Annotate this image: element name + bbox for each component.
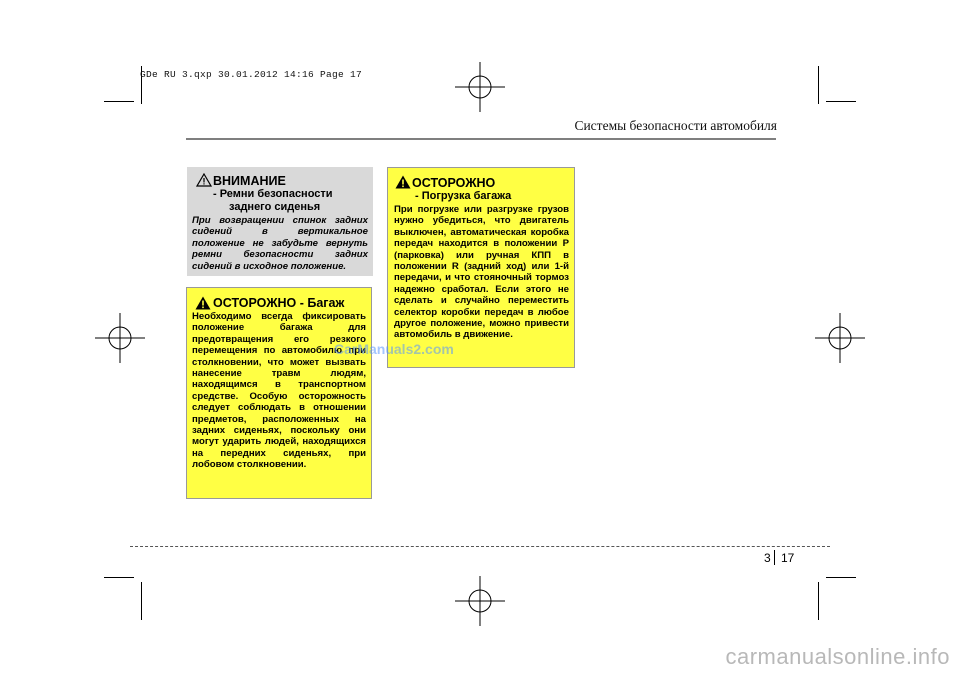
warning-loading-body: При погрузке или разгрузке грузов нужно убедиться, что двигатель выключен, автоматическая коробка передач находится в положении P (парковка) или ручная КПП в положении R (задний ход) или 1-й передачи, и что стояночный тормоз надежно сработал. Если этого не сделать и случайно переместить селектор коробки передач в любое другое положение, можно привести автомобиль в движение. bbox=[394, 204, 569, 341]
notice-title: ВНИМАНИЕ bbox=[213, 174, 286, 188]
notice-body: При возвращении спинок задних сидений в вертикальное положение не забудьте вернуть ремни безопасности задних сидений в исходное положение. bbox=[192, 215, 368, 272]
print-info: GDe RU 3.qxp 30.01.2012 14:16 Page 17 bbox=[140, 69, 363, 80]
registration-mark-bottom bbox=[455, 576, 505, 626]
notice-subtitle-line2: заднего сиденья bbox=[229, 201, 321, 213]
registration-mark-right bbox=[815, 313, 865, 363]
warning-loading-box bbox=[387, 167, 575, 368]
page-chapter: 3 bbox=[764, 551, 771, 565]
warning-cargo-title: ОСТОРОЖНО - Багаж bbox=[213, 296, 345, 310]
registration-mark-left bbox=[95, 313, 145, 363]
warning-loading-subtitle: - Погрузка багажа bbox=[415, 190, 512, 202]
registration-mark-top bbox=[455, 62, 505, 112]
header-rule bbox=[186, 138, 776, 140]
warning-cargo-body: Необходимо всегда фиксировать положение багажа для предотвращения его резкого перемещения по автомобилю при столкновении, что может вызвать нанесение травм людям, находящимся в транспортном средстве. Особую осторожность следует соблюдать в отношении предметов, расположенных на задних сиденьях, поскольку они могут ударить людей, находящихся на передних сиденьях, при лобовом столкновении. bbox=[192, 311, 366, 471]
watermark: CarManuals2.com bbox=[334, 341, 454, 357]
footer-rule bbox=[130, 546, 830, 547]
warning-loading-title: ОСТОРОЖНО bbox=[412, 176, 496, 190]
section-title: Системы безопасности автомобиля bbox=[574, 118, 777, 133]
notice-subtitle-line1: - Ремни безопасности bbox=[213, 188, 333, 200]
footer-watermark: carmanualsonline.info bbox=[725, 644, 950, 669]
page-number: 17 bbox=[781, 551, 795, 565]
warning-triangle-filled-icon bbox=[195, 296, 211, 310]
warning-cargo-box bbox=[186, 287, 372, 499]
page-divider bbox=[774, 550, 775, 565]
caution-triangle-outline-icon bbox=[196, 173, 212, 187]
notice-box bbox=[187, 167, 373, 276]
warning-triangle-filled-icon bbox=[395, 175, 411, 189]
